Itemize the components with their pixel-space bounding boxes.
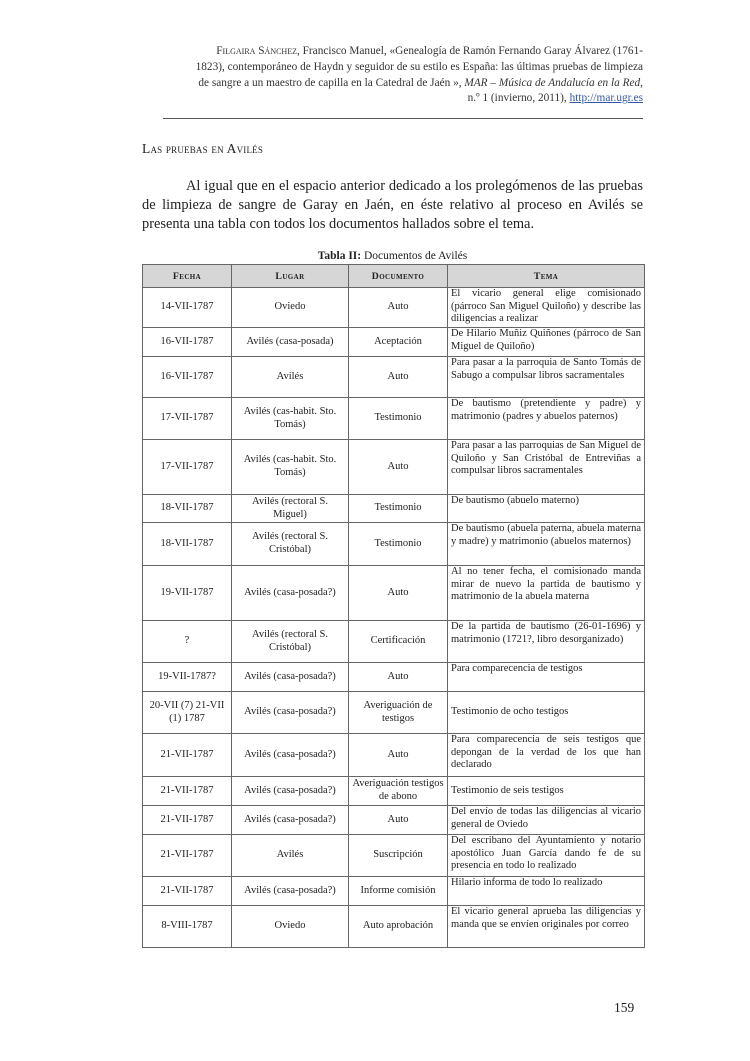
cell-lugar: Avilés (casa-posada?) xyxy=(232,777,349,806)
cell-tema: Del envío de todas las diligencias al vicario general de Oviedo xyxy=(448,806,645,835)
cell-lugar: Avilés (rectoral S. Cristóbal) xyxy=(232,523,349,566)
cell-fecha: 21-VII-1787 xyxy=(143,734,232,777)
cell-tema: Para pasar a la parroquia de Santo Tomás de Sabugo a compulsar libros sacramentales xyxy=(448,357,645,398)
table-row xyxy=(143,621,645,663)
intro-paragraph: Al igual que en el espacio anterior dedicado a los prolegómenos de las pruebas de limpieza de sangre de Garay en Jaén, en éste relativo al proceso en Avilés se presenta una tabla con todos los documentos hallados sobre el tema. xyxy=(142,178,643,232)
cell-lugar: Avilés (casa-posada?) xyxy=(232,734,349,777)
cell-tema: De bautismo (abuelo materno) xyxy=(448,495,645,523)
cell-fecha: 21-VII-1787 xyxy=(143,806,232,835)
header-divider xyxy=(163,118,643,119)
cell-tema: De Hilario Muñiz Quiñones (párroco de San Miguel de Quiloño) xyxy=(448,328,645,357)
cell-fecha: 20-VII (7) 21-VII (1) 1787 xyxy=(143,692,232,734)
header-line-2: 1823), contemporáneo de Haydn y seguidor de su estilo es España: las últimas pruebas de limpieza xyxy=(195,60,643,73)
cell-fecha: 16-VII-1787 xyxy=(143,357,232,398)
cell-tema: De bautismo (abuela paterna, abuela materna y madre) y matrimonio (abuelos maternos) xyxy=(448,523,645,566)
cell-documento: Testimonio xyxy=(349,398,448,440)
table-row xyxy=(143,523,645,566)
cell-fecha: 21-VII-1787 xyxy=(143,777,232,806)
cell-tema: El vicario general elige comisionado (párroco San Miguel Quiloño) y describe las diligencias a realizar xyxy=(448,288,645,328)
cell-fecha: 14-VII-1787 xyxy=(143,288,232,328)
table-row xyxy=(143,734,645,777)
header-line-3a: de sangre a un maestro de capilla en la Catedral de Jaén », xyxy=(198,76,462,89)
table-row xyxy=(143,806,645,835)
cell-tema: Para comparecencia de testigos xyxy=(448,663,645,692)
cell-documento: Auto aprobación xyxy=(349,906,448,948)
table-row xyxy=(143,328,645,357)
cell-fecha: 19-VII-1787 xyxy=(143,566,232,621)
cell-lugar: Oviedo xyxy=(232,288,349,328)
table-row xyxy=(143,906,645,948)
section-title: Las pruebas en Avilés xyxy=(142,141,264,156)
cell-documento: Informe comisión xyxy=(349,877,448,906)
cell-fecha: 21-VII-1787 xyxy=(143,877,232,906)
table-row xyxy=(143,288,645,328)
cell-lugar: Avilés xyxy=(232,357,349,398)
caption-label: Tabla II: xyxy=(317,250,362,262)
cell-tema: De la partida de bautismo (26-01-1696) y matrimonio (1721?, libro desorganizado) xyxy=(448,621,645,663)
cell-tema: Testimonio de seis testigos xyxy=(448,777,645,806)
cell-tema: Hilario informa de todo lo realizado xyxy=(448,877,645,906)
table-row xyxy=(143,877,645,906)
cell-fecha: ? xyxy=(143,621,232,663)
table-header-row xyxy=(143,265,645,288)
cell-lugar: Avilés (casa-posada?) xyxy=(232,663,349,692)
cell-lugar: Avilés (casa-posada?) xyxy=(232,877,349,906)
cell-fecha: 19-VII-1787? xyxy=(143,663,232,692)
cell-fecha: 17-VII-1787 xyxy=(143,440,232,495)
header-line-3b: , xyxy=(640,76,643,89)
cell-tema: Para comparecencia de seis testigos que depongan de la verdad de los que han declarado xyxy=(448,734,645,777)
cell-lugar: Avilés (rectoral S. Miguel) xyxy=(232,495,349,523)
cell-lugar: Avilés (casa-posada?) xyxy=(232,806,349,835)
column-header-lugar: Lugar xyxy=(232,265,349,288)
cell-documento: Auto xyxy=(349,806,448,835)
cell-fecha: 8-VIII-1787 xyxy=(143,906,232,948)
header-author: Filgaira Sánchez xyxy=(216,45,297,57)
column-header-documento: Documento xyxy=(349,265,448,288)
header-line-4-text: n.º 1 (invierno, 2011), xyxy=(467,92,567,105)
cell-fecha: 17-VII-1787 xyxy=(143,398,232,440)
cell-documento: Testimonio xyxy=(349,495,448,523)
cell-documento: Auto xyxy=(349,734,448,777)
cell-fecha: 16-VII-1787 xyxy=(143,328,232,357)
cell-lugar: Avilés (cas-habit. Sto. Tomás) xyxy=(232,398,349,440)
cell-tema: El vicario general aprueba las diligencias y manda que se envíen originales por correo xyxy=(448,906,645,948)
caption-text: Documentos de Avilés xyxy=(363,250,468,262)
header-line-1-text: , Francisco Manuel, «Genealogía de Ramón Fernando Garay Álvarez (1761- xyxy=(296,45,643,57)
cell-fecha: 21-VII-1787 xyxy=(143,835,232,877)
cell-tema: Para pasar a las parroquias de San Miguel de Quiloño y San Cristóbal de Entreviñas a compulsar libros sacramentales xyxy=(448,440,645,495)
cell-lugar: Oviedo xyxy=(232,906,349,948)
table-row xyxy=(143,566,645,621)
header-url-link[interactable]: http://mar.ugr.es xyxy=(569,92,643,105)
cell-lugar: Avilés (casa-posada?) xyxy=(232,692,349,734)
table-row xyxy=(143,777,645,806)
cell-documento: Averiguación testigos de abono xyxy=(349,777,448,806)
table-row xyxy=(143,398,645,440)
header-line-4 xyxy=(140,91,643,107)
header-journal: MAR – Música de Andalucía en la Red xyxy=(464,76,641,89)
header-line-3 xyxy=(140,76,643,92)
cell-documento: Testimonio xyxy=(349,523,448,566)
running-header xyxy=(140,44,643,107)
documents-table xyxy=(142,264,645,948)
cell-tema: De bautismo (pretendiente y padre) y matrimonio (padres y abuelos paternos) xyxy=(448,398,645,440)
cell-documento: Auto xyxy=(349,566,448,621)
cell-documento: Aceptación xyxy=(349,328,448,357)
cell-tema: Testimonio de ocho testigos xyxy=(448,692,645,734)
column-header-tema: Tema xyxy=(448,265,645,288)
cell-fecha: 18-VII-1787 xyxy=(143,523,232,566)
cell-tema: Del escribano del Ayuntamiento y notario apostólico Juan García dando fe de su presencia en todo lo realizado xyxy=(448,835,645,877)
cell-documento: Auto xyxy=(349,663,448,692)
header-line-1 xyxy=(140,44,643,60)
table-row xyxy=(143,663,645,692)
cell-lugar: Avilés (casa-posada) xyxy=(232,328,349,357)
cell-documento: Auto xyxy=(349,288,448,328)
cell-documento: Averiguación de testigos xyxy=(349,692,448,734)
cell-lugar: Avilés (casa-posada?) xyxy=(232,566,349,621)
cell-documento: Auto xyxy=(349,357,448,398)
cell-documento: Suscripción xyxy=(349,835,448,877)
table-row xyxy=(143,357,645,398)
cell-documento: Certificación xyxy=(349,621,448,663)
table-row xyxy=(143,440,645,495)
cell-lugar: Avilés (cas-habit. Sto. Tomás) xyxy=(232,440,349,495)
cell-fecha: 18-VII-1787 xyxy=(143,495,232,523)
cell-tema: Al no tener fecha, el comisionado manda mirar de nuevo la partida de bautismo y matrimonio de la abuela materna xyxy=(448,566,645,621)
cell-lugar: Avilés xyxy=(232,835,349,877)
table-row xyxy=(143,835,645,877)
table-row xyxy=(143,495,645,523)
column-header-fecha: Fecha xyxy=(143,265,232,288)
cell-documento: Auto xyxy=(349,440,448,495)
page-number: 159 xyxy=(614,1000,635,1015)
table-row xyxy=(143,692,645,734)
table-caption xyxy=(142,250,643,262)
cell-lugar: Avilés (rectoral S. Cristóbal) xyxy=(232,621,349,663)
